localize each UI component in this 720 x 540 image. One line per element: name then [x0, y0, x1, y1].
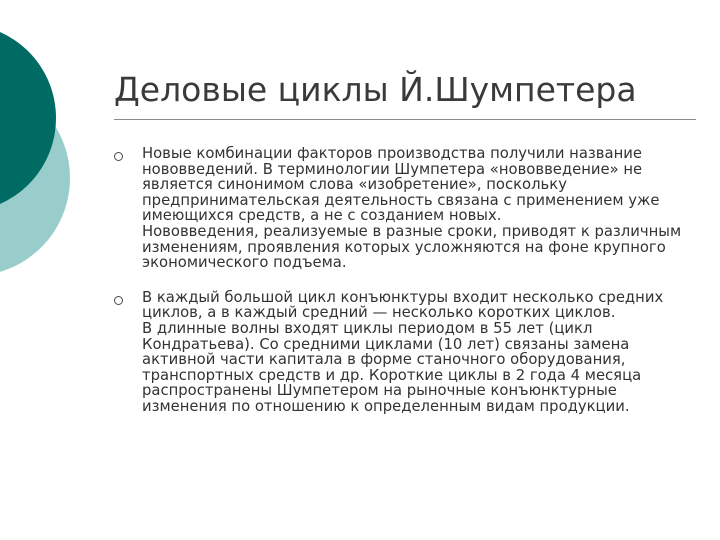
title-divider: [114, 119, 696, 120]
decorative-circles: [0, 0, 120, 300]
slide-title: Деловые циклы Й.Шумпетера: [114, 70, 637, 109]
bullet-item: [112, 290, 692, 415]
bullet-circle-icon: [114, 152, 123, 161]
bullet-item: [112, 146, 692, 271]
bullet-list: [112, 146, 692, 415]
bullet-paragraph: Новые комбинации факторов производства получили название нововведений. В терминологии Шумпетера «нововведение» не является синонимом слова «изобретение», поскольку предпринимательская деятельность связана с применением уже имеющихся средств, а не с созданием новых.: [142, 145, 660, 225]
bullet-paragraph: В каждый большой цикл конъюнктуры входит несколько средних циклов, а в каждый средний — несколько коротких циклов.: [142, 288, 664, 322]
bullet-paragraph: Нововведения, реализуемые в разные сроки, приводят к различным изменениям, проявления которых усложняются на фоне крупного экономического подъема.: [142, 222, 682, 272]
bullet-circle-icon: [114, 296, 123, 305]
bullet-paragraph: В длинные волны входят циклы периодом в 55 лет (цикл Кондратьева). Со средними циклами (10 лет) связаны замена активной части капитала в форме станочного оборудования, транспортных средств и др. Короткие циклы в 2 года 4 месяца распространены Шумпетером на рыночные конъюнктурные изменения по отношению к определенным видам продукции.: [142, 319, 642, 415]
